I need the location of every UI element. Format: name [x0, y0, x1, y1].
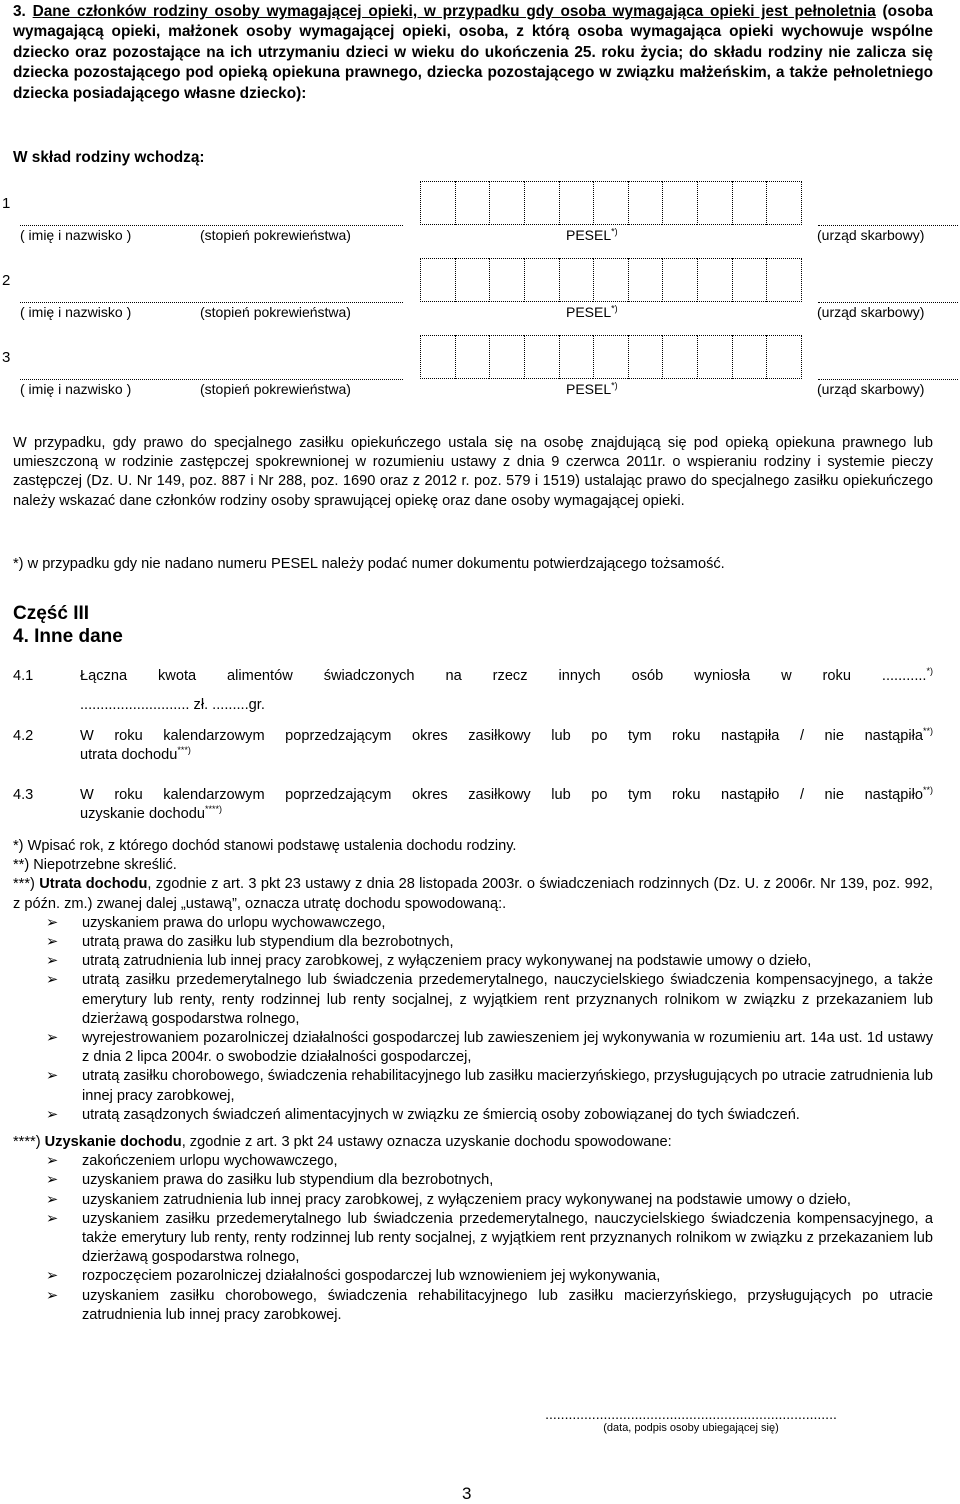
- pesel-boxes[interactable]: [420, 181, 802, 225]
- family-row-labels: [20, 227, 940, 245]
- pesel-digit-box[interactable]: [766, 335, 802, 379]
- footnote-4: [13, 1133, 933, 1152]
- label-pesel: [566, 381, 618, 397]
- family-row-labels: [20, 381, 940, 399]
- list-item-text: uzyskaniem zatrudnienia lub innej pracy zarobkowej, z wyłączeniem pracy wykonywanej na podstawie umowy o dzieło,: [82, 1191, 851, 1208]
- pesel-boxes[interactable]: [420, 335, 802, 379]
- pesel-digit-box[interactable]: [559, 335, 594, 379]
- footnote-2: **) Niepotrzebne skreślić.: [13, 857, 177, 874]
- pesel-digit-box[interactable]: [524, 335, 559, 379]
- pesel-digit-box[interactable]: [697, 258, 732, 302]
- pesel-digit-box[interactable]: [420, 335, 455, 379]
- pesel-digit-box[interactable]: [662, 181, 697, 225]
- list-item-text: uzyskaniem prawa do urlopu wychowawczego,: [82, 914, 386, 931]
- pesel-digit-box[interactable]: [489, 258, 524, 302]
- item-4-2: [13, 727, 933, 771]
- family-row-labels: [20, 304, 940, 322]
- arrow-bullet-icon: ➢: [46, 1106, 59, 1123]
- arrow-bullet-icon: ➢: [46, 1172, 59, 1189]
- footnote-3: [13, 875, 933, 913]
- amount-field[interactable]: ........................... zł. .........gr.: [80, 697, 265, 714]
- list-item: [13, 914, 933, 933]
- pesel-digit-box[interactable]: [559, 258, 594, 302]
- item-4-3: [13, 786, 933, 830]
- family-row-number: 2: [2, 272, 11, 289]
- list-item: [13, 1191, 933, 1210]
- pesel-digit-box[interactable]: [524, 258, 559, 302]
- list-item: [13, 1106, 933, 1125]
- pesel-digit-box[interactable]: [489, 335, 524, 379]
- name-relation-field[interactable]: [20, 225, 403, 226]
- arrow-bullet-icon: ➢: [46, 953, 59, 970]
- label-pesel-text: PESEL: [566, 304, 612, 320]
- part-subtitle: 4. Inne dane: [13, 626, 123, 647]
- family-row-number: 3: [2, 349, 11, 366]
- foster-note: W przypadku, gdy prawo do specjalnego zasiłku opiekuńczego ustala się na osobę znajdującą się pod opieką opiekuna prawnego lub umieszczoną w rodzinie zastępczej spokrewnionej w rozumieniu ustawy z dnia 9 czerwca 2011r. o wspieraniu rodziny i systemie pieczy zastępczej (Dz. U. Nr 149, poz. 887 i Nr 288, poz. 1690 oraz z 2012 r. poz. 579 i 1519) ustalając prawo do specjalnego zasiłku opiekuńczego należy wskazać dane członków rodziny osoby sprawującej opiekę oraz dane osoby wymagającej opieki.: [13, 435, 933, 509]
- pesel-digit-box[interactable]: [455, 181, 490, 225]
- arrow-bullet-icon: ➢: [46, 1068, 59, 1085]
- label-pesel: [566, 304, 618, 320]
- name-relation-field[interactable]: [20, 379, 403, 380]
- pesel-digit-box[interactable]: [766, 258, 802, 302]
- label-relation: (stopień pokrewieństwa): [200, 304, 351, 320]
- pesel-digit-box[interactable]: [732, 181, 767, 225]
- footnote-mark: **): [922, 726, 933, 737]
- footnote-mark: **): [922, 785, 933, 796]
- section-title-underlined: Dane członków rodziny osoby wymagającej opieki, w przypadku gdy osoba wymagająca opieki jest pełnoletnia: [32, 3, 876, 20]
- arrow-bullet-icon: ➢: [46, 1210, 59, 1227]
- list-item-text: uzyskaniem zasiłku chorobowego, świadczenia rehabilitacyjnego lub zasiłku macierzyńskiego, przysługujących po utracie zatrudnienia lub innej pracy zarobkowej.: [82, 1287, 933, 1323]
- item-number: 4.3: [13, 787, 34, 803]
- list-item-text: utratą prawa do zasiłku lub stypendium dla bezrobotnych,: [82, 934, 454, 951]
- arrow-bullet-icon: ➢: [46, 914, 59, 931]
- item-text: W roku kalendarzowym poprzedzającym okres zasiłkowy lub po tym roku nastąpiła / nie nastąpiła: [80, 728, 923, 744]
- item-4-1: [13, 667, 933, 717]
- pesel-digit-box[interactable]: [455, 335, 490, 379]
- item-text-line2: utrata dochodu: [80, 747, 178, 764]
- gain-list: [13, 1152, 933, 1325]
- tax-office-field[interactable]: [818, 225, 958, 226]
- pesel-digit-box[interactable]: [524, 181, 559, 225]
- list-item-text: wyrejestrowaniem pozarolniczej działalności gospodarczej lub zawieszeniem jej wykonywania w rozumieniu art. 14a ust. 1d ustawy z dnia 2 lipca 2004r. o swobodzie działalności gospodarczej,: [82, 1030, 933, 1066]
- section-3-heading: [13, 2, 933, 104]
- pesel-digit-box[interactable]: [628, 181, 663, 225]
- label-tax-office: (urząd skarbowy): [817, 227, 925, 243]
- section-title-rest: (osoba wymagającą opieki, małżonek osoby wymagającej opieki, osoba, z którą osoba wymagająca opieki wychowuje wspólne dziecko oraz pozostające na ich utrzymaniu dzieci w wieku do ukończenia 25.: [13, 3, 933, 61]
- footnote-3-bold: Utrata dochodu: [39, 876, 148, 893]
- list-item: [13, 1210, 933, 1268]
- list-item-text: uzyskaniem prawa do zasiłku lub stypendium dla bezrobotnych,: [82, 1172, 494, 1189]
- pesel-digit-box[interactable]: [732, 258, 767, 302]
- section-title-rest-normal: roku życia; do składu rodziny nie zalicza się dziecka pozostającego pod opieką opiekuna prawnego, dziecka pozostającego w związku małżeńskim, a także pełnoletniego dziecka posiadającego własne dziecko):: [13, 43, 933, 102]
- pesel-note: *) w przypadku gdy nie nadano numeru PESEL należy podać numer dokumentu potwierdzającego tożsamość.: [13, 556, 725, 572]
- pesel-digit-box[interactable]: [628, 258, 663, 302]
- family-row-number: 1: [2, 195, 11, 212]
- pesel-digit-box[interactable]: [628, 335, 663, 379]
- pesel-digit-box[interactable]: [732, 335, 767, 379]
- pesel-digit-box[interactable]: [662, 335, 697, 379]
- list-item-text: zakończeniem urlopu wychowawczego,: [82, 1153, 338, 1170]
- list-item: [13, 1267, 933, 1286]
- footnote-mark: *): [611, 380, 618, 391]
- label-tax-office: (urząd skarbowy): [817, 381, 925, 397]
- label-tax-office: (urząd skarbowy): [817, 304, 925, 320]
- list-item: [13, 1152, 933, 1171]
- footnote-3-text: , zgodnie z art. 3 pkt 23 ustawy z dnia 28 listopada 2003r. o świadczeniach rodzinnych (Dz. U. z 2006r. Nr 139, poz. 992, z późn. zm.) zwanej dalej „ustawą”, oznacza utratę dochodu spowodowaną:.: [13, 876, 933, 912]
- list-item: [13, 952, 933, 971]
- footnote-mark: ***): [177, 745, 191, 756]
- footnotes: [13, 837, 933, 1325]
- pesel-digit-box[interactable]: [420, 258, 455, 302]
- footnote-3-prefix: ***): [13, 876, 40, 893]
- footnote-mark: ****): [204, 804, 222, 815]
- list-item: [13, 1287, 933, 1325]
- name-relation-field[interactable]: [20, 302, 403, 303]
- loss-list: [13, 914, 933, 1125]
- label-name: ( imię i nazwisko ): [20, 381, 132, 397]
- pesel-digit-box[interactable]: [593, 335, 628, 379]
- footnote-4-text: , zgodnie z art. 3 pkt 24 ustawy oznacza uzyskanie dochodu spowodowane:: [181, 1134, 672, 1151]
- list-item-text: utratą zasiłku chorobowego, świadczenia rehabilitacyjnego lub zasiłku macierzyńskiego, przysługujących po utracie zatrudnienia lub innej pracy zarobkowej,: [82, 1068, 933, 1104]
- signature-caption: (data, podpis osoby ubiegającej się): [603, 1422, 779, 1434]
- label-relation: (stopień pokrewieństwa): [200, 227, 351, 243]
- label-pesel-text: PESEL: [566, 381, 612, 397]
- label-pesel: [566, 227, 618, 243]
- list-item-text: utratą zatrudnienia lub innej pracy zarobkowej, z wyłączeniem pracy wykonywanej na podstawie umowy o dzieło,: [82, 953, 812, 970]
- item-text-line2: uzyskanie dochodu: [80, 806, 205, 823]
- signature-line[interactable]: ...........................................................................: [545, 1406, 837, 1422]
- pesel-boxes[interactable]: [420, 258, 802, 302]
- list-item-text: rozpoczęciem pozarolniczej działalności gospodarczej lub wznowieniem jej wykonywania,: [82, 1268, 661, 1285]
- footnote-1: *) Wpisać rok, z którego dochód stanowi podstawę ustalenia dochodu rodziny.: [13, 838, 517, 854]
- footnote-4-bold: Uzyskanie dochodu: [44, 1134, 182, 1151]
- signature-block: [486, 1406, 896, 1434]
- item-number: 4.2: [13, 728, 34, 744]
- arrow-bullet-icon: ➢: [46, 972, 59, 989]
- item-text: W roku kalendarzowym poprzedzającym okres zasiłkowy lub po tym roku nastąpiło / nie nastąpiło: [80, 787, 923, 803]
- page-number: 3: [462, 1484, 472, 1503]
- list-item-text: utratą zasiłku przedemerytalnego lub świadczenia przedemerytalnego, nauczycielskiego świadczenia kompensacyjnego, a także emerytury lub renty, renty rodzinnej lub renty socjalnej, z wyjątkiem rent przyznanych rolnikom w związku z przekazaniem lub dzierżawą gospodarstwa rolnego,: [82, 972, 933, 1027]
- family-heading: W skład rodziny wchodzą:: [13, 149, 205, 166]
- list-item-text: utratą zasądzonych świadczeń alimentacyjnych w związku ze śmiercią osoby zobowiązanej do tych świadczeń.: [82, 1106, 800, 1123]
- footnote-mark: *): [611, 303, 618, 314]
- arrow-bullet-icon: ➢: [46, 1268, 59, 1285]
- pesel-digit-box[interactable]: [489, 181, 524, 225]
- footnote-mark: *): [611, 226, 618, 237]
- pesel-digit-box[interactable]: [593, 258, 628, 302]
- list-item: [13, 933, 933, 952]
- label-name: ( imię i nazwisko ): [20, 304, 132, 320]
- pesel-digit-box[interactable]: [662, 258, 697, 302]
- list-item: [13, 971, 933, 1029]
- tax-office-field[interactable]: [818, 302, 958, 303]
- pesel-digit-box[interactable]: [420, 181, 455, 225]
- tax-office-field[interactable]: [818, 379, 958, 380]
- footnote-4-prefix: ****): [13, 1134, 45, 1151]
- label-relation: (stopień pokrewieństwa): [200, 381, 351, 397]
- pesel-digit-box[interactable]: [766, 181, 802, 225]
- list-item: [13, 1171, 933, 1190]
- arrow-bullet-icon: ➢: [46, 1191, 59, 1208]
- list-item: [13, 1029, 933, 1067]
- arrow-bullet-icon: ➢: [46, 1287, 59, 1304]
- arrow-bullet-icon: ➢: [46, 1153, 59, 1170]
- pesel-digit-box[interactable]: [697, 181, 732, 225]
- list-item: [13, 1067, 933, 1105]
- section-number: 3.: [13, 3, 26, 20]
- arrow-bullet-icon: ➢: [46, 934, 59, 951]
- pesel-digit-box[interactable]: [593, 181, 628, 225]
- part-title: Część III: [13, 603, 90, 624]
- footnote-mark: *): [926, 666, 933, 677]
- arrow-bullet-icon: ➢: [46, 1030, 59, 1047]
- label-pesel-text: PESEL: [566, 227, 612, 243]
- item-number: 4.1: [13, 668, 34, 684]
- label-name: ( imię i nazwisko ): [20, 227, 132, 243]
- list-item-text: uzyskaniem zasiłku przedemerytalnego lub świadczenia przedemerytalnego, nauczycielskiego świadczenia kompensacyjnego, a także emerytury lub renty, renty rodzinnej lub renty socjalnej, z wyjątkiem rent przyznanych rolnikom w związku z przekazaniem lub dzierżawą gospodarstwa rolnego,: [82, 1210, 933, 1266]
- pesel-digit-box[interactable]: [455, 258, 490, 302]
- item-text: Łączna kwota alimentów świadczonych na rzecz innych osób wyniosła w roku ...........: [80, 668, 927, 684]
- pesel-digit-box[interactable]: [559, 181, 594, 225]
- pesel-digit-box[interactable]: [697, 335, 732, 379]
